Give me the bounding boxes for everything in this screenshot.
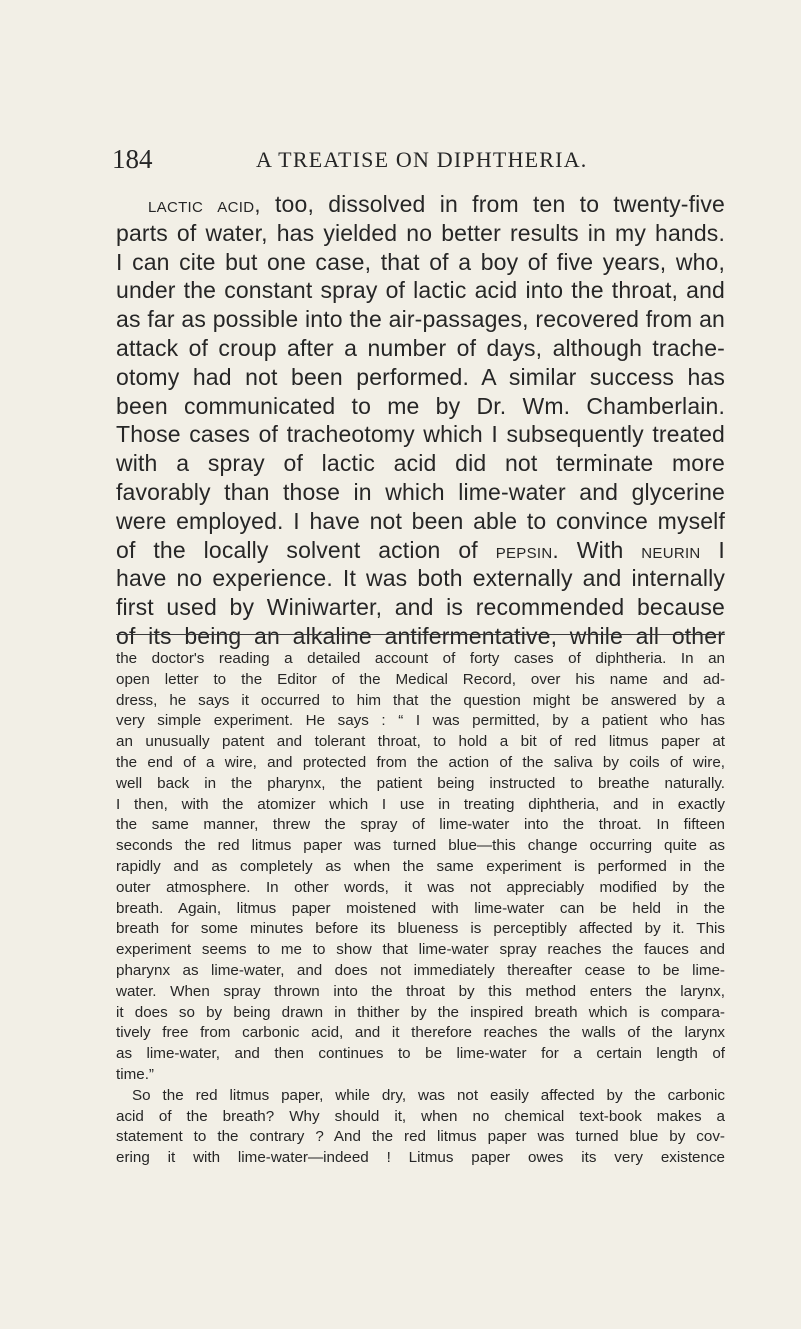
small-caps-term: neurin	[641, 537, 701, 563]
body-line: of its being an alkaline antifermentative, while all other	[116, 622, 725, 649]
body-line: otomy had not been performed. A similar success has	[116, 363, 725, 390]
footnote-line: pharynx as lime-water, and does not immediately thereafter cease to be lime-	[116, 961, 725, 979]
body-line: attack of croup after a number of days, although trache-	[116, 334, 725, 361]
text-run: I	[700, 536, 725, 563]
body-line: Those cases of tracheotomy which I subsequently treated	[116, 421, 725, 448]
body-line: been communicated to me by Dr. Wm. Chamberlain.	[116, 392, 725, 419]
footnote-divider	[116, 634, 725, 635]
footnote-line: dress, he says it occurred to him that the question might be answered by a	[116, 691, 725, 709]
body-line: first used by Winiwarter, and is recommended because	[116, 594, 725, 621]
body-line: have no experience. It was both externally and internally	[116, 565, 725, 592]
footnote-line: breath. Again, litmus paper moistened with lime-water can be held in the	[116, 899, 725, 917]
footnote-line: ering it with lime-water—indeed ! Litmus paper owes its very existence	[116, 1149, 725, 1167]
footnote-line: acid of the breath? Why should it, when no chemical text-book makes a	[116, 1107, 725, 1125]
body-line: I can cite but one case, that of a boy of five years, who,	[116, 248, 725, 275]
running-head	[112, 144, 732, 178]
main-text	[116, 190, 725, 651]
footnote-line: the doctor's reading a detailed account of forty cases of diphtheria. In an	[116, 650, 725, 667]
text-run: too, dissolved in from ten to twenty-five	[260, 191, 725, 217]
footnote-line: tively free from carbonic acid, and it therefore reaches the walls of the larynx	[116, 1024, 725, 1042]
footnote-line: I then, with the atomizer which I use in treating diphtheria, and in exactly	[116, 795, 725, 813]
body-line: with a spray of lactic acid did not terminate more	[116, 450, 725, 477]
footnote-line: well back in the pharynx, the patient being instructed to breathe naturally.	[116, 774, 725, 792]
footnote	[116, 649, 725, 1169]
footnote-line: an unusually patent and tolerant throat, to hold a bit of red litmus paper at	[116, 733, 725, 751]
footnote-line: outer atmosphere. In other words, it was not appreciably modified by the	[116, 878, 725, 896]
text-run: With	[558, 536, 642, 563]
running-title: A TREATISE ON DIPHTHERIA.	[256, 147, 588, 172]
body-line: parts of water, has yielded no better results in my hands.	[116, 219, 725, 246]
body-line	[116, 536, 725, 565]
footnote-line: as lime-water, and then continues to be lime-water for a certain length of	[116, 1045, 725, 1063]
footnote-line: very simple experiment. He says : “ I was permitted, by a patient who has	[116, 712, 725, 730]
footnote-line: it does so by being drawn in thither by the inspired breath which is compara-	[116, 1003, 725, 1021]
footnote-line: the same manner, threw the spray of lime-water into the throat. In fifteen	[116, 816, 725, 834]
footnote-line: time.”	[116, 1065, 154, 1083]
small-caps-term: lactic acid,	[148, 192, 261, 217]
body-line: as far as possible into the air-passages, recovered from an	[116, 306, 725, 333]
body-line: were employed. I have not been able to convince myself	[116, 507, 725, 534]
footnote-line: breath for some minutes before its blueness is perceptibly affected by it. This	[116, 920, 725, 938]
footnote-line: statement to the contrary ? And the red litmus paper was turned blue by cov-	[116, 1128, 725, 1146]
footnote-line: experiment seems to me to show that lime-water spray reaches the fauces and	[116, 941, 725, 959]
page-number: 184	[112, 144, 153, 174]
footnote-line: rapidly and as completely as when the same experiment is performed in the	[116, 857, 725, 875]
body-line: under the constant spray of lactic acid into the throat, and	[116, 277, 725, 304]
footnote-line: seconds the red litmus paper was turned blue—this change occurring quite as	[116, 837, 725, 855]
footnote-line: So the red litmus paper, while dry, was not easily affected by the carbonic	[132, 1086, 725, 1104]
footnote-line: the end of a wire, and protected from the action of the saliva by coils of wire,	[116, 753, 725, 771]
footnote-line: water. When spray thrown into the throat by this method enters the larynx,	[116, 982, 725, 1000]
body-line	[116, 190, 725, 219]
footnote-line: open letter to the Editor of the Medical Record, over his name and ad-	[116, 670, 725, 688]
small-caps-term: pepsin.	[495, 537, 559, 563]
body-line: favorably than those in which lime-water and glycerine	[116, 478, 725, 505]
text-run: of the locally solvent action of	[116, 536, 496, 563]
